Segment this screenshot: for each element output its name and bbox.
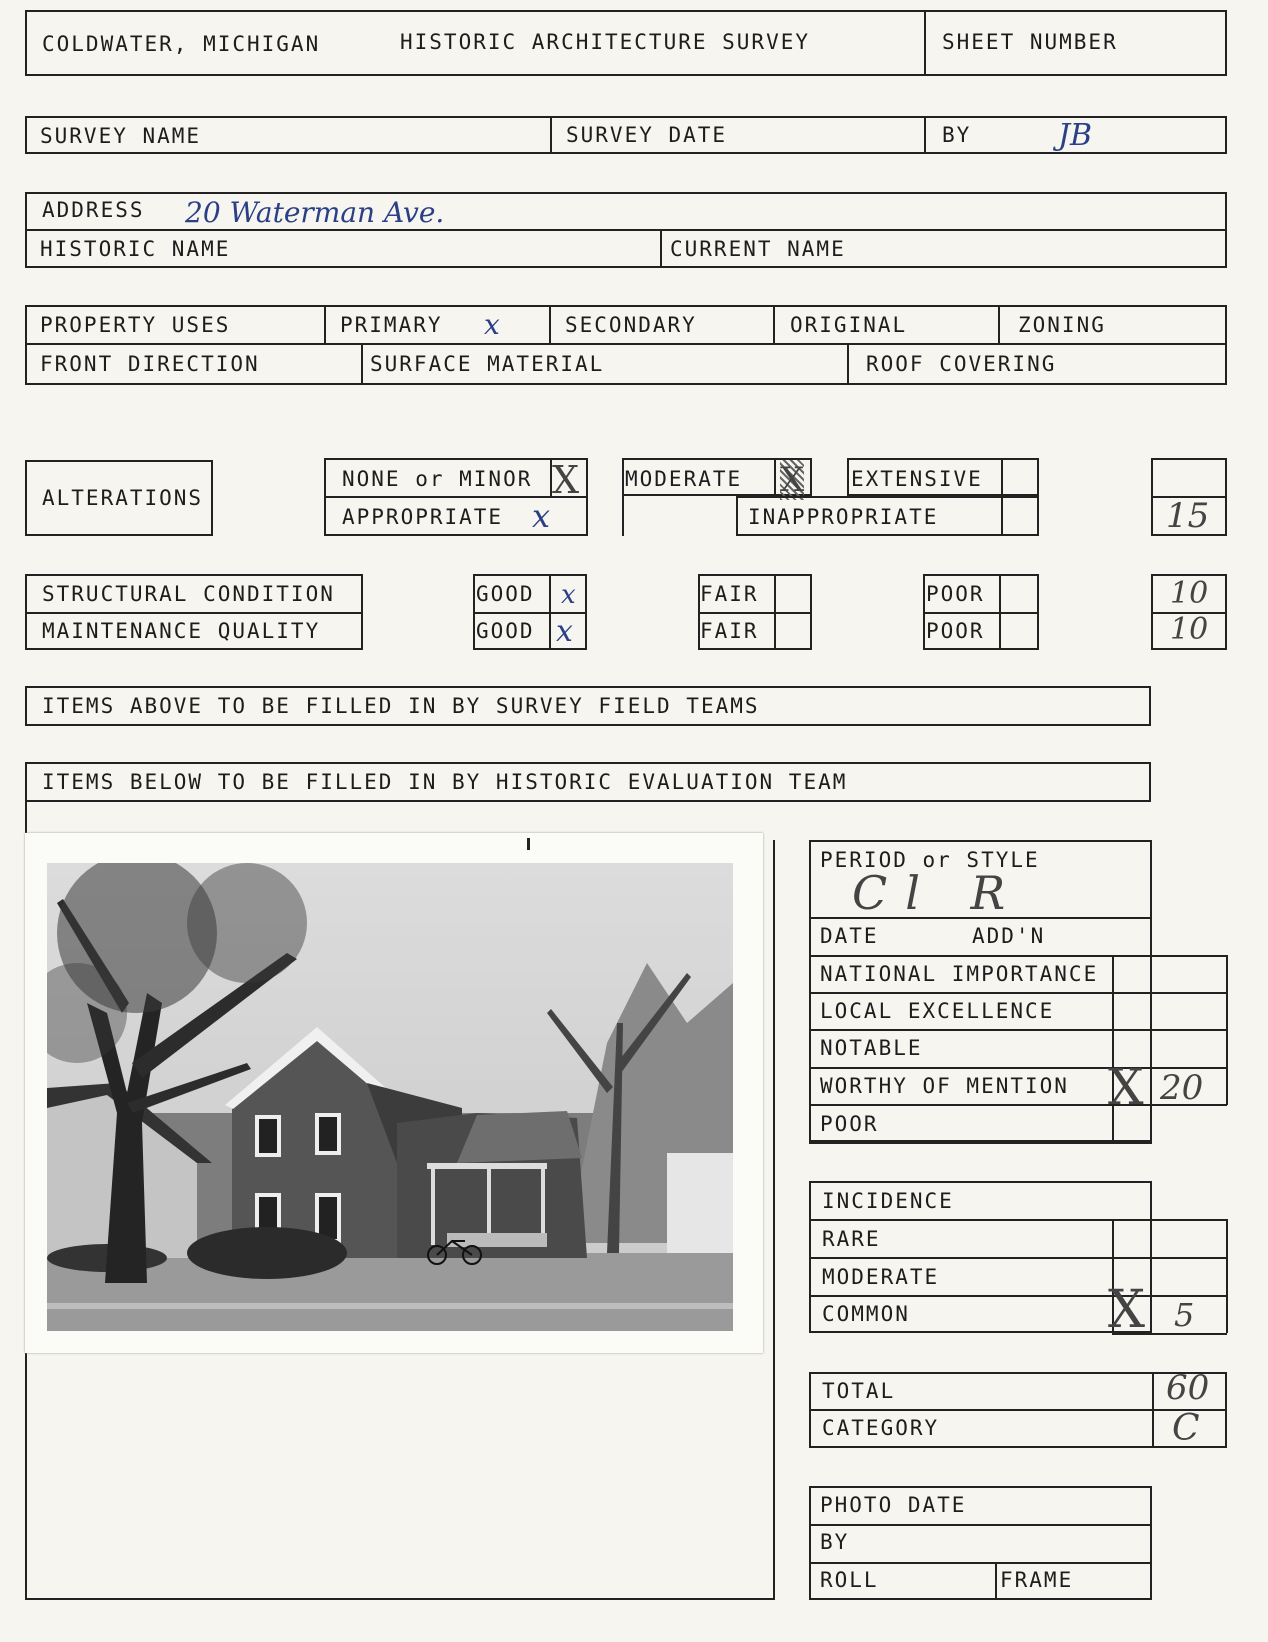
sheet-number-label: SHEET NUMBER	[942, 30, 1118, 54]
front-direction-label: FRONT DIRECTION	[40, 352, 260, 376]
period-style-label: PERIOD or STYLE	[820, 848, 1040, 872]
inappropriate-label: INAPPROPRIATE	[748, 505, 939, 529]
survey-title: HISTORIC ARCHITECTURE SURVEY	[400, 30, 811, 54]
category-label: CATEGORY	[822, 1416, 940, 1440]
date-label: DATE	[820, 924, 879, 948]
structural-score: 10	[1170, 576, 1209, 611]
by-label: BY	[942, 123, 972, 147]
photo-by-label: BY	[820, 1530, 850, 1554]
appropriate-mark: x	[532, 497, 551, 535]
category-value: C	[1172, 1408, 1200, 1449]
maintenance-good-mark: x	[556, 614, 573, 649]
alterations-score: 15	[1166, 496, 1210, 536]
moderate-label: MODERATE	[625, 467, 743, 491]
roof-covering-label: ROOF COVERING	[866, 352, 1057, 376]
worthy-score: 20	[1160, 1068, 1204, 1108]
none-minor-mark: X	[552, 458, 580, 502]
extensive-label: EXTENSIVE	[851, 467, 983, 491]
worthy-label: WORTHY OF MENTION	[820, 1074, 1069, 1098]
primary-label: PRIMARY	[340, 313, 443, 337]
address-label: ADDRESS	[42, 198, 145, 222]
below-note: ITEMS BELOW TO BE FILLED IN BY HISTORIC EVALUATION TEAM	[42, 770, 848, 794]
national-importance-label: NATIONAL IMPORTANCE	[820, 962, 1099, 986]
survey-name-label: SURVEY NAME	[40, 124, 202, 148]
good-label-1: GOOD	[476, 582, 535, 606]
above-note: ITEMS ABOVE TO BE FILLED IN BY SURVEY FIELD TEAMS	[42, 694, 760, 718]
structural-condition-label: STRUCTURAL CONDITION	[42, 582, 335, 606]
secondary-label: SECONDARY	[565, 313, 697, 337]
primary-mark: x	[484, 308, 500, 341]
by-value: JB	[1058, 118, 1093, 153]
addn-label: ADD'N	[972, 924, 1046, 948]
original-label: ORIGINAL	[790, 313, 908, 337]
poor-label-1: POOR	[926, 582, 985, 606]
property-uses-label: PROPERTY USES	[40, 313, 231, 337]
roll-label: ROLL	[820, 1568, 879, 1592]
fair-label-2: FAIR	[700, 619, 759, 643]
survey-date-label: SURVEY DATE	[566, 123, 728, 147]
alterations-label: ALTERATIONS	[42, 486, 204, 510]
poor-label-2: POOR	[926, 619, 985, 643]
none-minor-label: NONE or MINOR	[342, 467, 533, 491]
current-name-label: CURRENT NAME	[670, 237, 846, 261]
total-value: 60	[1166, 1368, 1210, 1408]
appropriate-label: APPROPRIATE	[342, 505, 504, 529]
incidence-moderate-label: MODERATE	[822, 1265, 940, 1289]
frame-label: FRAME	[1000, 1568, 1074, 1592]
photo-date-label: PHOTO DATE	[820, 1493, 967, 1517]
house-photo	[25, 833, 763, 1353]
common-mark: X	[1108, 1280, 1146, 1340]
city-label: COLDWATER, MICHIGAN	[42, 32, 321, 56]
common-score: 5	[1174, 1296, 1195, 1334]
maintenance-score: 10	[1170, 612, 1209, 647]
total-label: TOTAL	[822, 1379, 896, 1403]
good-label-2: GOOD	[476, 619, 535, 643]
rare-label: RARE	[822, 1227, 881, 1251]
maintenance-quality-label: MAINTENANCE QUALITY	[42, 619, 321, 643]
zoning-label: ZONING	[1018, 313, 1106, 337]
local-excellence-label: LOCAL EXCELLENCE	[820, 999, 1055, 1023]
period-style-value: Cl R	[852, 866, 1024, 920]
evaluation-poor-label: POOR	[820, 1112, 879, 1136]
common-label: COMMON	[822, 1302, 910, 1326]
worthy-mark: X	[1108, 1058, 1144, 1116]
house-photo-icon	[47, 863, 733, 1331]
fair-label-1: FAIR	[700, 582, 759, 606]
structural-good-mark: x	[561, 580, 576, 610]
incidence-label: INCIDENCE	[822, 1189, 954, 1213]
notable-label: NOTABLE	[820, 1036, 923, 1060]
surface-material-label: SURFACE MATERIAL	[370, 352, 605, 376]
moderate-mark: X	[780, 460, 805, 500]
historic-name-label: HISTORIC NAME	[40, 237, 231, 261]
address-value: 20 Waterman Ave.	[185, 196, 445, 229]
